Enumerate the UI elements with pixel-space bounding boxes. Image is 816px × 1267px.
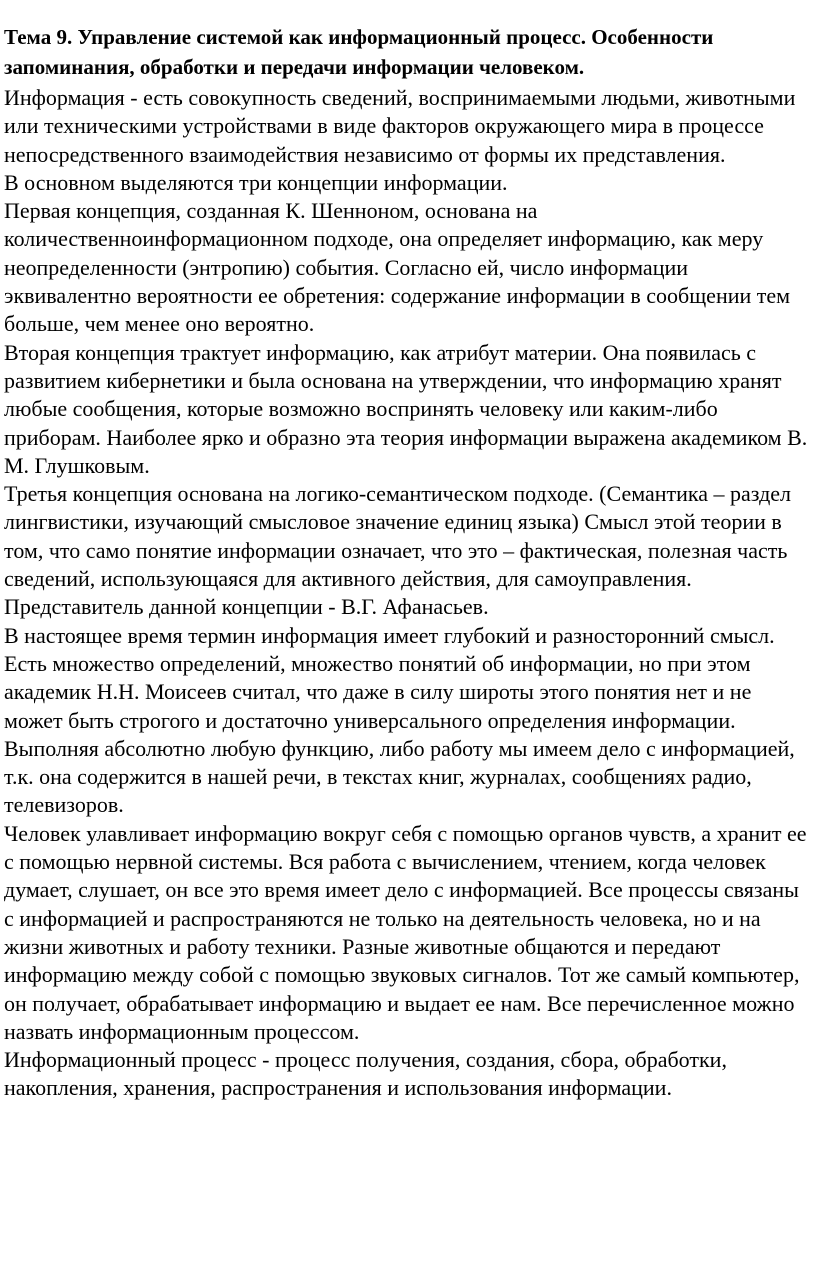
paragraph-definitions: Есть множество определений, множество понятий об информации, но при этом академик Н.Н. Моисеев считал, что даже в силу широты этого понятия нет и не может быть строгого и достаточно универсального определения информации. [4,650,752,733]
paragraph-first-concept: Первая концепция, созданная К. Шенноном, основана на количественноинформационном подходе, она определяет информацию, как меру неопределенности (энтропию) события. Согласно ей, число информации эквивалентно вероятности ее обретения: содержание информации в сообщении тем больше, чем менее оно вероятно. [4,198,791,337]
page-title: Тема 9. Управление системой как информационный процесс. Особенности запоминания, обработки и передачи информации человеком. [4,25,714,79]
paragraph-functions: Выполняя абсолютно любую функцию, либо работу мы имеем дело с информацией, т.к. она содержится в нашей речи, в текстах книг, журналах, сообщениях радио, телевизоров. [4,735,795,818]
paragraph-current-meaning: В настоящее время термин информация имеет глубокий и разносторонний смысл. [4,622,775,648]
paragraph-three-concepts: В основном выделяются три концепции информации. [4,169,508,195]
paragraph-human-information: Человек улавливает информацию вокруг себя с помощью органов чувств, а хранит ее с помощью нервной системы. Вся работа с вычислением, чтением, когда человек думает, слушает, он все это время имеет дело с информацией. Все процессы связаны с информацией и распространяются не только на деятельность человека, но и на жизни животных и работу техники. Разные животные общаются и передают информацию между собой с помощью звуковых сигналов. Тот же самый компьютер, он получает, обрабатывает информацию и выдает ее нам. Все перечисленное можно назвать информационным процессом. [4,820,807,1044]
paragraph-definition: Информация - есть совокупность сведений, воспринимаемыми людьми, животными или техническими устройствами в виде факторов окружающего мира в процессе непосредственного взаимодействия независимо от формы их представления. [4,85,796,167]
paragraph-third-concept: Третья концепция основана на логико-семантическом подходе. (Семантика – раздел лингвистики, изучающий смысловое значение единиц языка) Смысл этой теории в том, что само понятие информации означает, что это – фактическая, полезная часть сведений, использующаяся для активного действия, для самоуправления. Представитель данной концепции - В.Г. Афанасьев. [4,481,792,620]
paragraph-second-concept: Вторая концепция трактует информацию, как атрибут материи. Она появилась с развитием кибернетики и была основана на утверждении, что информацию хранят любые сообщения, которые возможно воспринять человеку или каким-либо приборам. Наиболее ярко и образно эта теория информации выражена академиком В. М. Глушковым. [4,339,808,478]
document-page [4,22,814,1103]
paragraph-information-process: Информационный процесс - процесс получения, создания, сбора, обработки, накопления, хранения, распространения и использования информации. [4,1047,727,1101]
